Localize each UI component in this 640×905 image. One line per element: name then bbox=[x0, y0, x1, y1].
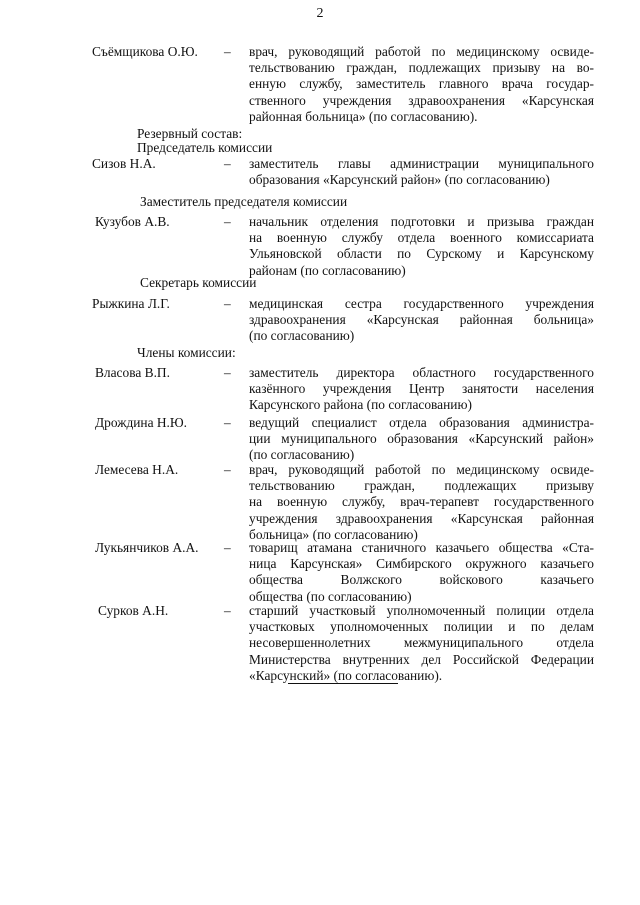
dash: – bbox=[224, 214, 231, 229]
description-line: заместитель главы администрации муниципального bbox=[249, 156, 594, 171]
member-name: Лемесева Н.А. bbox=[95, 462, 179, 477]
description-line: несовершеннолетних межмуниципального отдела bbox=[249, 635, 594, 651]
description-line: «Карсунский» (по согласованию). bbox=[249, 667, 443, 683]
description-line: образования «Карсунский район» (по согласованию) bbox=[249, 172, 550, 188]
section-heading-members: Члены комиссии: bbox=[137, 345, 236, 360]
description-line: казённого учреждения Центр занятости населения bbox=[249, 381, 594, 397]
section-heading-chairman: Председатель комиссии bbox=[137, 140, 273, 155]
dash: – bbox=[224, 365, 231, 380]
description-line: ница Карсунская» Симбирского окружного казачьего bbox=[249, 556, 594, 572]
member-description bbox=[249, 365, 594, 414]
section-heading-secretary: Секретарь комиссии bbox=[140, 275, 257, 290]
dash: – bbox=[224, 603, 231, 618]
member-name: Власова В.П. bbox=[95, 365, 170, 380]
section-heading-reserve: Резервный состав: bbox=[137, 126, 243, 141]
member-description bbox=[249, 296, 594, 345]
description-line: (по согласованию) bbox=[249, 328, 355, 344]
member-description bbox=[249, 156, 594, 188]
dash: – bbox=[224, 296, 231, 311]
member-description bbox=[249, 603, 594, 684]
description-line: ственного учреждения здравоохранения «Карсунская bbox=[249, 92, 594, 108]
member-name: Съёмщикова О.Ю. bbox=[92, 44, 198, 59]
description-line: районная больница» (по согласованию). bbox=[249, 108, 478, 124]
member-description bbox=[249, 214, 594, 279]
member-description bbox=[249, 415, 594, 464]
description-line: общества Волжского войскового казачьего bbox=[249, 572, 594, 588]
description-line: врач, руководящий работой по медицинскому освиде- bbox=[249, 462, 594, 477]
description-line: на военную службу отдела военного комиссариата bbox=[249, 230, 594, 246]
description-line: участковых уполномоченных полиции и по делам bbox=[249, 619, 594, 635]
member-name: Лукьянчиков А.А. bbox=[95, 540, 199, 555]
member-description bbox=[249, 462, 594, 543]
description-line: тельствованию граждан, подлежащих призыву bbox=[249, 478, 594, 494]
dash: – bbox=[224, 415, 231, 430]
member-name: Кузубов А.В. bbox=[95, 214, 170, 229]
description-line: медицинская сестра государственного учреждения bbox=[249, 296, 594, 311]
page-number: 2 bbox=[316, 6, 324, 21]
description-line: на военную службу, врач-терапевт государственного bbox=[249, 494, 594, 510]
description-line: ведущий специалист отдела образования администра- bbox=[249, 415, 594, 430]
description-line: Карсунского района (по согласованию) bbox=[249, 397, 472, 413]
description-line: (по согласованию) bbox=[249, 447, 355, 463]
description-line: заместитель директора областного государственного bbox=[249, 365, 594, 380]
description-line: Министерства внутренних дел Российской Федерации bbox=[249, 651, 594, 667]
member-name: Сурков А.Н. bbox=[98, 603, 169, 618]
description-line: здравоохранения «Карсунская районная больница» bbox=[249, 312, 594, 328]
dash: – bbox=[224, 540, 231, 555]
description-line: начальник отделения подготовки и призыва граждан bbox=[249, 214, 594, 229]
description-line: ции муниципального образования «Карсунский район» bbox=[249, 431, 594, 447]
description-line: енную службу, заместитель главного врача государ- bbox=[249, 76, 594, 92]
dash: – bbox=[224, 44, 231, 59]
member-name: Сизов Н.А. bbox=[92, 156, 156, 171]
description-line: старший участковый уполномоченный полиции отдела bbox=[249, 603, 594, 618]
dash: – bbox=[224, 156, 231, 171]
description-line: районам (по согласованию) bbox=[249, 262, 406, 278]
member-description bbox=[249, 540, 594, 605]
member-name: Рыжкина Л.Г. bbox=[92, 296, 170, 311]
description-line: врач, руководящий работой по медицинскому освиде- bbox=[249, 44, 594, 59]
member-name: Дрождина Н.Ю. bbox=[95, 415, 188, 430]
section-heading-deputy: Заместитель председателя комиссии bbox=[140, 194, 348, 209]
end-rule bbox=[288, 683, 398, 684]
member-description bbox=[249, 44, 594, 125]
description-line: Ульяновской области по Сурскому и Карсунскому bbox=[249, 246, 594, 262]
description-line: учреждения здравоохранения «Карсунская районная bbox=[249, 510, 594, 526]
description-line: тельствованию граждан, подлежащих призыву на во- bbox=[249, 60, 594, 76]
dash: – bbox=[224, 462, 231, 477]
description-line: товарищ атамана станичного казачьего общества «Ста- bbox=[249, 540, 594, 555]
description-line: больница» (по согласованию) bbox=[249, 526, 418, 542]
description-line: общества (по согласованию) bbox=[249, 588, 412, 604]
